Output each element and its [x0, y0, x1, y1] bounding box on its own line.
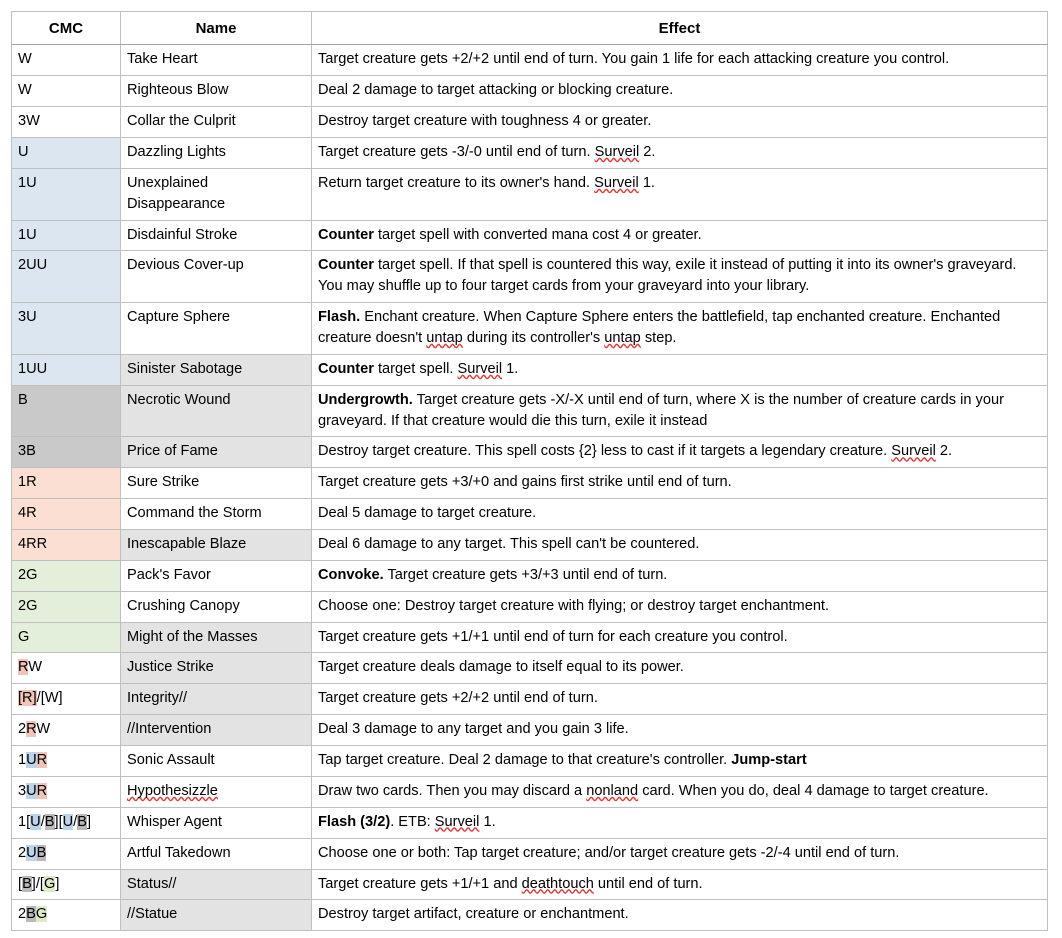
effect-cell: Return target creature to its owner's hand. Surveil 1. — [312, 168, 1048, 220]
table-row — [12, 468, 1048, 499]
table-row — [12, 560, 1048, 591]
table-row — [12, 715, 1048, 746]
card-reference-table — [11, 11, 1048, 931]
table-row — [12, 251, 1048, 303]
effect-cell: Target creature deals damage to itself equal to its power. — [312, 653, 1048, 684]
cmc-cell: 2UU — [12, 251, 121, 303]
name-cell: Disdainful Stroke — [121, 220, 312, 251]
table-row — [12, 76, 1048, 107]
cmc-cell: 2G — [12, 560, 121, 591]
effect-cell: Target creature gets +1/+1 and deathtouch until end of turn. — [312, 869, 1048, 900]
name-cell: Hypothesizzle — [121, 776, 312, 807]
name-cell: Sure Strike — [121, 468, 312, 499]
cmc-cell: 4RR — [12, 530, 121, 561]
effect-cell: Choose one or both: Tap target creature; and/or target creature gets -2/-4 until end of turn. — [312, 838, 1048, 869]
table-row — [12, 168, 1048, 220]
table-row — [12, 591, 1048, 622]
cmc-cell: 1UR — [12, 746, 121, 777]
effect-cell: Destroy target creature. This spell costs {2} less to cast if it targets a legendary creature. Surveil 2. — [312, 437, 1048, 468]
table-row — [12, 437, 1048, 468]
cmc-cell: 1U — [12, 168, 121, 220]
effect-cell: Deal 2 damage to target attacking or blocking creature. — [312, 76, 1048, 107]
effect-cell: Counter target spell. If that spell is countered this way, exile it instead of putting it into its owner's graveyard. You may shuffle up to four target cards from your graveyard into your library. — [312, 251, 1048, 303]
effect-cell: Counter target spell with converted mana cost 4 or greater. — [312, 220, 1048, 251]
table-row — [12, 684, 1048, 715]
column-header-effect: Effect — [312, 12, 1048, 45]
name-cell: Necrotic Wound — [121, 385, 312, 437]
effect-cell: Undergrowth. Target creature gets -X/-X until end of turn, where X is the number of creature cards in your graveyard. If that creature would die this turn, exile it instead — [312, 385, 1048, 437]
column-header-name: Name — [121, 12, 312, 45]
name-cell: Take Heart — [121, 45, 312, 76]
name-cell: Justice Strike — [121, 653, 312, 684]
table-row — [12, 746, 1048, 777]
cmc-cell: U — [12, 138, 121, 169]
cmc-cell: G — [12, 622, 121, 653]
effect-cell: Target creature gets -3/-0 until end of turn. Surveil 2. — [312, 138, 1048, 169]
effect-cell: Choose one: Destroy target creature with flying; or destroy target enchantment. — [312, 591, 1048, 622]
table-row — [12, 838, 1048, 869]
name-cell: Pack's Favor — [121, 560, 312, 591]
name-cell: Might of the Masses — [121, 622, 312, 653]
effect-cell: Target creature gets +2/+2 until end of turn. You gain 1 life for each attacking creature you control. — [312, 45, 1048, 76]
effect-cell: Convoke. Target creature gets +3/+3 until end of turn. — [312, 560, 1048, 591]
table-body — [12, 45, 1048, 931]
cmc-cell: 2G — [12, 591, 121, 622]
cmc-cell: 4R — [12, 499, 121, 530]
table-row — [12, 385, 1048, 437]
name-cell: Whisper Agent — [121, 807, 312, 838]
cmc-cell: 3U — [12, 303, 121, 355]
cmc-cell: 1[U/B][U/B] — [12, 807, 121, 838]
name-cell: Command the Storm — [121, 499, 312, 530]
table-row — [12, 807, 1048, 838]
effect-cell: Deal 6 damage to any target. This spell can't be countered. — [312, 530, 1048, 561]
column-header-cmc: CMC — [12, 12, 121, 45]
cmc-cell: 2BG — [12, 900, 121, 931]
name-cell: Righteous Blow — [121, 76, 312, 107]
effect-cell: Draw two cards. Then you may discard a nonland card. When you do, deal 4 damage to target creature. — [312, 776, 1048, 807]
cmc-cell: 2RW — [12, 715, 121, 746]
effect-cell: Destroy target artifact, creature or enchantment. — [312, 900, 1048, 931]
effect-cell: Counter target spell. Surveil 1. — [312, 354, 1048, 385]
cmc-cell: 3UR — [12, 776, 121, 807]
name-cell: Sinister Sabotage — [121, 354, 312, 385]
table-row — [12, 107, 1048, 138]
effect-cell: Flash. Enchant creature. When Capture Sphere enters the battlefield, tap enchanted creature. Enchanted creature doesn't untap during its controller's untap step. — [312, 303, 1048, 355]
name-cell: Unexplained Disappearance — [121, 168, 312, 220]
cmc-cell: [R]/[W] — [12, 684, 121, 715]
name-cell: Dazzling Lights — [121, 138, 312, 169]
effect-cell: Target creature gets +3/+0 and gains first strike until end of turn. — [312, 468, 1048, 499]
table-row — [12, 45, 1048, 76]
name-cell: Integrity// — [121, 684, 312, 715]
name-cell: Crushing Canopy — [121, 591, 312, 622]
table-row — [12, 499, 1048, 530]
name-cell: Devious Cover-up — [121, 251, 312, 303]
cmc-cell: 2UB — [12, 838, 121, 869]
cmc-cell: B — [12, 385, 121, 437]
effect-cell: Deal 3 damage to any target and you gain 3 life. — [312, 715, 1048, 746]
table-row — [12, 138, 1048, 169]
table-header-row — [12, 12, 1048, 45]
cmc-cell: W — [12, 76, 121, 107]
name-cell: //Intervention — [121, 715, 312, 746]
table-row — [12, 220, 1048, 251]
table-row — [12, 354, 1048, 385]
name-cell: Collar the Culprit — [121, 107, 312, 138]
table-row — [12, 653, 1048, 684]
table-row — [12, 303, 1048, 355]
cmc-cell: RW — [12, 653, 121, 684]
name-cell: Sonic Assault — [121, 746, 312, 777]
name-cell: Artful Takedown — [121, 838, 312, 869]
spreadsheet-sheet — [11, 11, 1047, 931]
name-cell: Inescapable Blaze — [121, 530, 312, 561]
name-cell: Status// — [121, 869, 312, 900]
name-cell: Price of Fame — [121, 437, 312, 468]
effect-cell: Deal 5 damage to target creature. — [312, 499, 1048, 530]
effect-cell: Target creature gets +2/+2 until end of turn. — [312, 684, 1048, 715]
cmc-cell: 1R — [12, 468, 121, 499]
cmc-cell: 1U — [12, 220, 121, 251]
cmc-cell: W — [12, 45, 121, 76]
cmc-cell: 1UU — [12, 354, 121, 385]
effect-cell: Target creature gets +1/+1 until end of turn for each creature you control. — [312, 622, 1048, 653]
cmc-cell: 3W — [12, 107, 121, 138]
name-cell: Capture Sphere — [121, 303, 312, 355]
effect-cell: Tap target creature. Deal 2 damage to that creature's controller. Jump-start — [312, 746, 1048, 777]
table-row — [12, 530, 1048, 561]
cmc-cell: 3B — [12, 437, 121, 468]
table-row — [12, 900, 1048, 931]
effect-cell: Flash (3/2). ETB: Surveil 1. — [312, 807, 1048, 838]
cmc-cell: [B]/[G] — [12, 869, 121, 900]
effect-cell: Destroy target creature with toughness 4 or greater. — [312, 107, 1048, 138]
table-row — [12, 622, 1048, 653]
name-cell: //Statue — [121, 900, 312, 931]
table-row — [12, 776, 1048, 807]
table-row — [12, 869, 1048, 900]
